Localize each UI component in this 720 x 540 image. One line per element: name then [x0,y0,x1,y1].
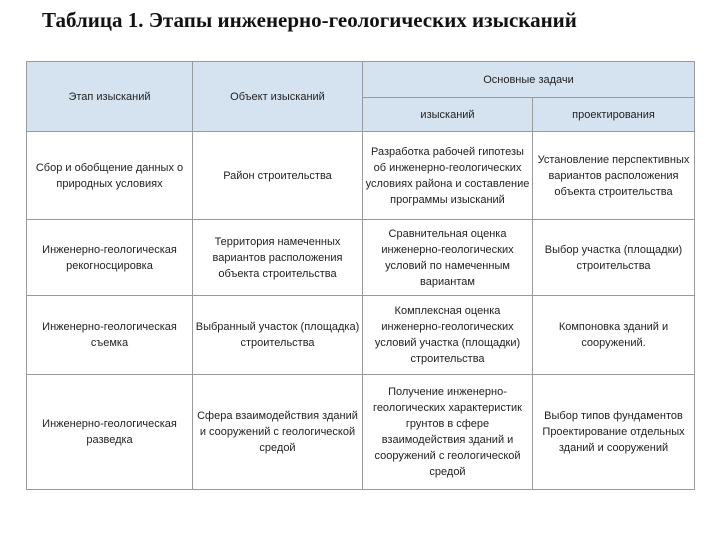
table-row [27,132,695,220]
cell-surveys: Разработка рабочей гипотезы об инженерно-геологических условиях района и составление программы изысканий [363,132,533,220]
cell-stage: Инженерно-геологическая съемка [27,296,193,375]
table-row [27,220,695,296]
header-stage: Этап изысканий [27,62,193,132]
cell-design: Выбор типов фундаментов Проектирование отдельных зданий и сооружений [533,375,695,490]
cell-stage: Инженерно-геологическая разведка [27,375,193,490]
cell-surveys: Комплексная оценка инженерно-геологических условий участка (площадки) строительства [363,296,533,375]
cell-surveys: Сравнительная оценка инженерно-геологических условий по намеченным вариантам [363,220,533,296]
cell-object: Территория намеченных вариантов расположения объекта строительства [193,220,363,296]
header-design: проектирования [533,98,695,132]
header-row-1 [27,62,695,98]
cell-design: Компоновка зданий и сооружений. [533,296,695,375]
header-object: Объект изысканий [193,62,363,132]
cell-stage: Сбор и обобщение данных о природных условиях [27,132,193,220]
header-main-tasks: Основные задачи [363,62,695,98]
cell-surveys: Получение инженерно-геологических характеристик грунтов в сфере взаимодействия зданий и сооружений с геологической средой [363,375,533,490]
cell-object: Район строительства [193,132,363,220]
stages-table [26,61,695,490]
table-title: Таблица 1. Этапы инженерно-геологических изысканий [42,8,577,32]
cell-design: Установление перспективных вариантов расположения объекта строительства [533,132,695,220]
cell-design: Выбор участка (площадки) строительства [533,220,695,296]
cell-stage: Инженерно-геологическая рекогносцировка [27,220,193,296]
header-surveys: изысканий [363,98,533,132]
cell-object: Выбранный участок (площадка) строительства [193,296,363,375]
table-row [27,375,695,490]
table-row [27,296,695,375]
cell-object: Сфера взаимодействия зданий и сооружений с геологической средой [193,375,363,490]
